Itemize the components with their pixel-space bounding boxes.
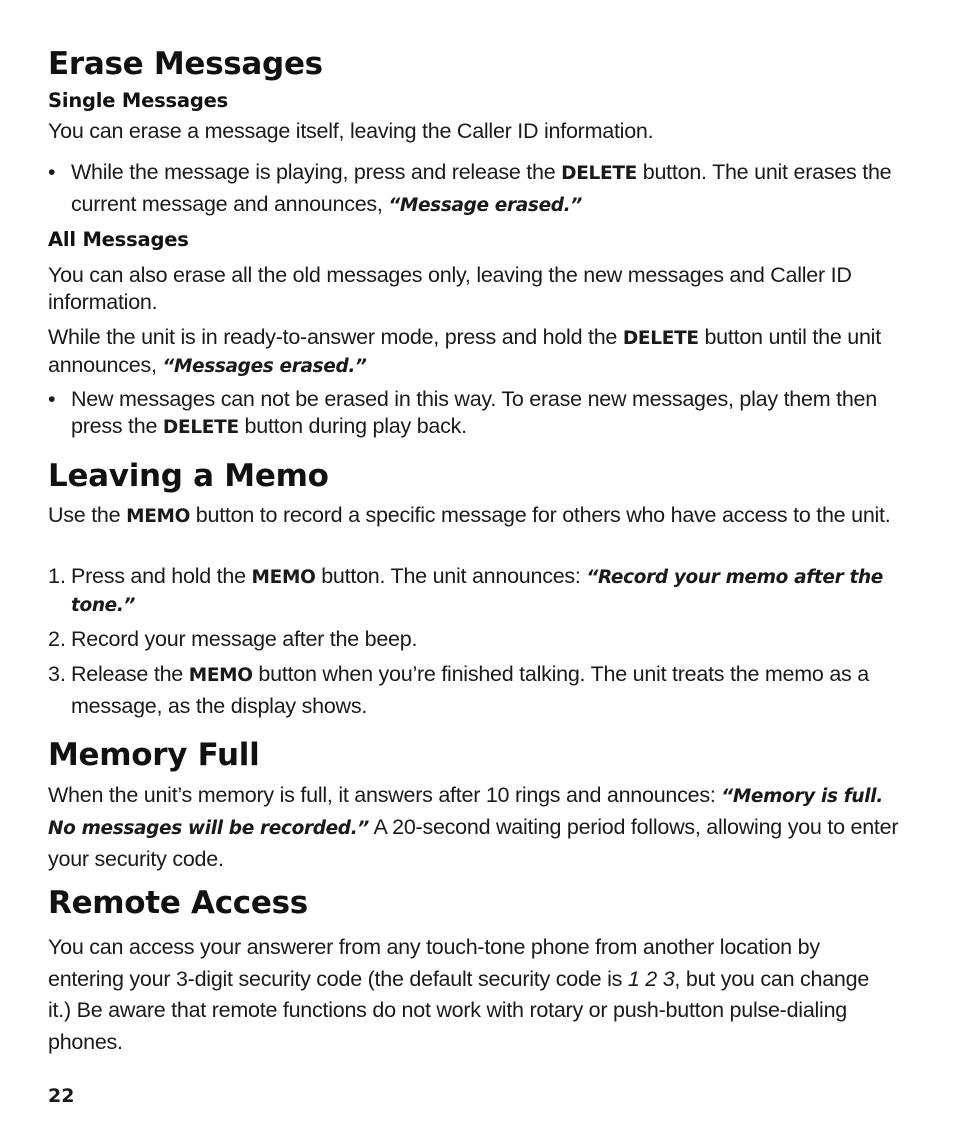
- step-number: 2.: [48, 627, 66, 651]
- single-messages-intro: You can erase a message itself, leaving the Caller ID information.: [48, 119, 654, 143]
- all-messages-subheading: All Messages: [48, 228, 189, 251]
- step-text: Release the MEMO button when you’re finished talking. The unit treats the memo as a message, as the display shows.: [71, 662, 869, 718]
- all-messages-paragraph: You can also erase all the old messages only, leaving the new messages and Caller ID information.: [48, 263, 852, 314]
- all-messages-instruction: While the unit is in ready-to-answer mode, press and hold the DELETE button until the unit announces, “Messages erased.”: [48, 325, 881, 377]
- single-messages-bullet: [48, 157, 914, 221]
- memory-full-paragraph: When the unit’s memory is full, it answers after 10 rings and announces: “Memory is full. No messages will be recorded.” A 20-second waiting period follows, allowing you to enter your security code.: [48, 783, 899, 871]
- all-messages-bullet: [48, 386, 914, 441]
- memo-step-1: [48, 563, 914, 619]
- announcement-quote: “Record your memo after the tone.”: [71, 567, 883, 616]
- bullet-text: New messages can not be erased in this way. To erase new messages, play them then press the DELETE button during play back.: [71, 387, 877, 438]
- remote-access-paragraph: You can access your answerer from any touch-tone phone from another location by entering your 3-digit security code (the default security code is 1 2 3, but you can change it.) Be aware that remote functions do not work with rotary or push-button pulse-dialing phones.: [48, 935, 870, 1054]
- announcement-quote: “Messages erased.”: [162, 356, 367, 377]
- step-text: Record your message after the beep.: [71, 627, 418, 651]
- memo-intro: Use the MEMO button to record a specific message for others who have access to the unit.: [48, 503, 891, 527]
- bullet-mark: •: [48, 160, 56, 184]
- bullet-mark: •: [48, 387, 56, 411]
- delete-button-label: DELETE: [622, 328, 699, 349]
- step-number: 1.: [48, 564, 66, 588]
- page-number: 22: [48, 1085, 75, 1107]
- default-security-code: 1 2 3: [627, 966, 675, 991]
- memo-step-2: [48, 626, 914, 653]
- announcement-quote: “Message erased.”: [388, 195, 582, 216]
- memory-full-heading: Memory Full: [48, 737, 260, 773]
- announcement-quote: “Memory is full. No messages will be recorded.”: [48, 786, 883, 839]
- step-text: Press and hold the MEMO button. The unit announces: “Record your memo after the tone.”: [71, 564, 883, 616]
- erase-messages-heading: Erase Messages: [48, 46, 323, 82]
- single-messages-subheading: Single Messages: [48, 89, 229, 112]
- memo-button-label: MEMO: [126, 506, 191, 527]
- bullet-text: While the message is playing, press and release the DELETE button. The unit erases the current message and announces, “Message erased.”: [71, 160, 892, 216]
- remote-access-heading: Remote Access: [48, 885, 308, 921]
- memo-step-3: [48, 659, 914, 721]
- delete-button-label: DELETE: [162, 417, 239, 438]
- memo-button-label: MEMO: [251, 567, 316, 588]
- leaving-a-memo-heading: Leaving a Memo: [48, 458, 329, 494]
- delete-button-label: DELETE: [561, 163, 638, 184]
- step-number: 3.: [48, 662, 66, 686]
- memo-button-label: MEMO: [188, 665, 253, 686]
